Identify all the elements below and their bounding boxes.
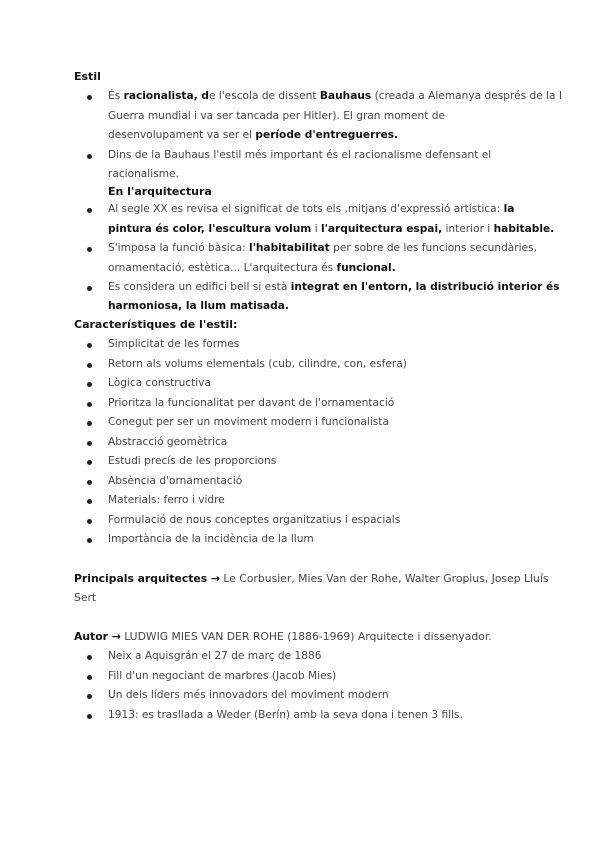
estil-bullet-1-line-3: desenvolupament va ser el període d'entreguerres.: [108, 129, 399, 141]
estil-bullet-2-line-1: Dins de la Bauhaus l'estil més important és el racionalisme defensant el: [108, 149, 492, 161]
arquitectes-line-1: Principals arquitectes → Le Corbusier, Mies Van der Rohe, Walter Gropius, Josep Lluís: [74, 572, 549, 585]
section-heading-caracteristiques: Característiques de l'estil:: [74, 318, 238, 331]
bullet-dot: [87, 519, 92, 524]
section-heading-estil: Estil: [74, 70, 101, 83]
subheading-arquitectura: En l'arquitectura: [108, 185, 212, 198]
list-item: Importància de la incidència de la llum: [108, 533, 314, 545]
list-item: Fill d'un negociant de marbres (Jacob Mies): [108, 670, 337, 682]
estil-bullet-4-line-1: S'imposa la funció bàsica: l'habitabilitat per sobre de les funcions secundàries,: [108, 242, 537, 254]
bullet-dot: [87, 247, 92, 252]
list-item: Neix a Aquisgrán el 27 de març de 1886: [108, 650, 322, 662]
autor-line: Autor → LUDWIG MIES VAN DER ROHE (1886-1969) Arquitecte i dissenyador.: [74, 630, 492, 643]
bullet-dot: [87, 154, 92, 159]
bullet-dot: [87, 95, 92, 100]
arquitectes-line-2: Sert: [74, 591, 97, 604]
list-item: Un dels líders més innovadors del moviment modern: [108, 689, 389, 701]
list-item: Lògica constructiva: [108, 377, 211, 389]
list-item: Retorn als volums elementals (cub, cilindre, con, esfera): [108, 358, 407, 370]
bullet-dot: [87, 675, 92, 680]
estil-bullet-5-line-2: harmoniosa, la llum matisada.: [108, 300, 289, 312]
bullet-dot: [87, 343, 92, 348]
bullet-dot: [87, 460, 92, 465]
estil-bullet-3-line-1: Al segle XX es revisa el significat de tots els ,mitjans d'expressió artística: la: [108, 203, 515, 215]
bullet-dot: [87, 363, 92, 368]
estil-bullet-1-line-2: Guerra mundial i va ser tancada per Hitler). El gran moment de: [108, 110, 445, 122]
list-item: Materials: ferro i vidre: [108, 494, 225, 506]
list-item: Simplicitat de les formes: [108, 338, 240, 350]
estil-bullet-4-line-2: ornamentació, estètica... L'arquitectura és funcional.: [108, 262, 396, 274]
estil-bullet-1-line-1: És racionalista, de l'escola de dissent Bauhaus (creada a Alemanya després de la I: [108, 90, 563, 102]
bullet-dot: [87, 402, 92, 407]
bullet-dot: [87, 655, 92, 660]
estil-bullet-5-line-1: Es considera un edifici bell si està integrat en l'entorn, la distribució interior és: [108, 281, 560, 293]
bullet-dot: [87, 480, 92, 485]
list-item: Conegut per ser un moviment modern i funcionalista: [108, 416, 389, 428]
bullet-dot: [87, 382, 92, 387]
list-item: Prioritza la funcionalitat per davant de l'ornamentació: [108, 397, 395, 409]
list-item: Formulació de nous conceptes organitzatius i espacials: [108, 514, 401, 526]
bullet-dot: [87, 694, 92, 699]
list-item: Abstracció geomètrica: [108, 436, 228, 448]
bullet-dot: [87, 421, 92, 426]
bullet-dot: [87, 538, 92, 543]
bullet-dot: [87, 208, 92, 213]
list-item: Estudi precís de les proporcions: [108, 455, 277, 467]
bullet-dot: [87, 499, 92, 504]
bullet-dot: [87, 714, 92, 719]
list-item: 1913: es trasllada a Weder (Berín) amb la seva dona i tenen 3 fills.: [108, 709, 463, 721]
list-item: Absència d'ornamentació: [108, 475, 243, 487]
estil-bullet-2-line-2: racionalisme.: [108, 168, 179, 180]
bullet-dot: [87, 441, 92, 446]
bullet-dot: [87, 286, 92, 291]
estil-bullet-3-line-2: pintura és color, l'escultura volum i l'arquitectura espai, interior i habitable.: [108, 223, 555, 235]
